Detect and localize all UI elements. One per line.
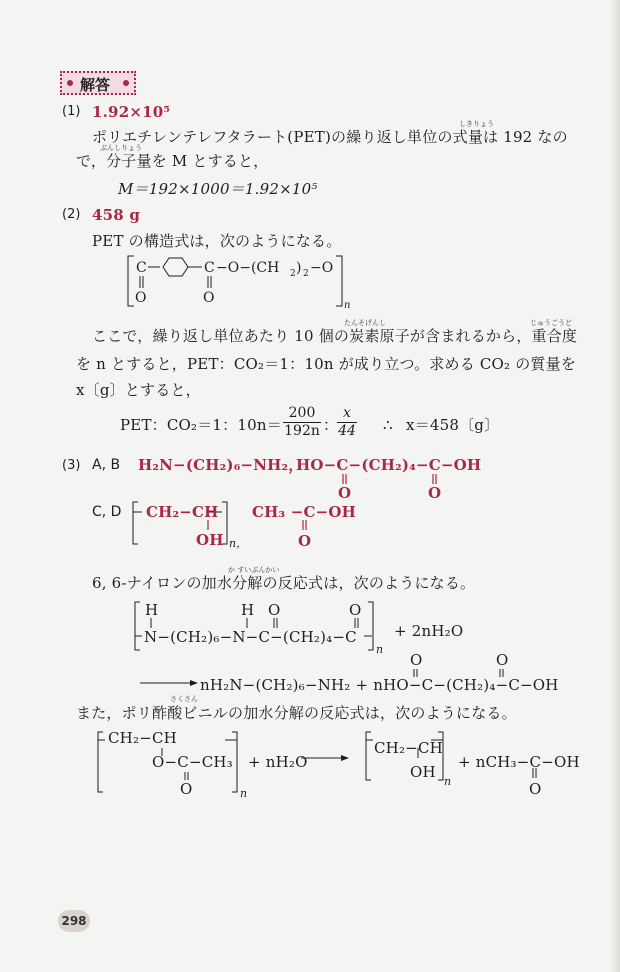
ruby-kasuibunkai: か すいぶんかい: [228, 566, 280, 574]
nylon-chain: N−(CH₂)₆−N−C−(CH₂)₄−C: [144, 628, 357, 646]
answer-c-polyvinyl-alcohol: CH₂−CH: [146, 503, 219, 521]
carbonyl-o-3: O: [298, 532, 312, 550]
svg-text:n: n: [344, 300, 351, 310]
product-o-2: O: [496, 651, 509, 669]
q2-text-line2: ここで，繰り返し単位あたり 10 個の炭素原子が含まれるから，重合度: [92, 327, 578, 345]
pvoh-backbone: CH₂−CH: [374, 739, 443, 757]
ratio-colon: ：: [323, 416, 339, 434]
pvoh-n: n: [444, 775, 452, 788]
q1-number: (1): [62, 104, 81, 119]
product-o-1: O: [410, 651, 423, 669]
q1-answer: 1.92×10⁵: [92, 103, 171, 121]
badge-dot-right: [123, 80, 129, 86]
ruby-jugodo: じゅうごうど: [530, 319, 572, 327]
page-edge-shadow: [610, 0, 620, 972]
nylon-o-2: O: [349, 601, 362, 619]
answer-badge: [60, 71, 136, 95]
q3-ab-label: A, B: [92, 457, 121, 473]
svg-text:−O: −O: [310, 260, 334, 276]
fraction-200-over-192n: [283, 405, 321, 440]
svg-text:−O−(CH: −O−(CH: [216, 260, 280, 276]
pvac-carbonyl-o: O: [180, 780, 193, 798]
q2-text-line1: PET の構造式は，次のようになる。: [92, 232, 342, 250]
acetic-acid-product: + nCH₃−C−OH: [458, 753, 580, 771]
q2-number: (2): [62, 207, 81, 222]
ruby-sakusan: さくさん: [170, 695, 198, 703]
q3-cd-label: C, D: [92, 504, 122, 520]
pet-structural-formula: [120, 250, 360, 310]
nylon-plus-water: + 2nH₂O: [394, 622, 464, 640]
fraction1-numerator: 200: [288, 405, 316, 421]
svg-text:2: 2: [290, 269, 296, 279]
ruby-bunshiryou: ぶんしりょう: [100, 144, 142, 152]
pvoh-oh: OH: [410, 763, 436, 781]
pvac-backbone: CH₂−CH: [108, 729, 177, 747]
svg-text:O: O: [135, 290, 147, 306]
answer-d-acetic-acid: CH₃ −C−OH: [252, 503, 357, 521]
q3-text-nylon: 6, 6-ナイロンの加水分解の反応式は，次のようになる。: [92, 574, 476, 592]
svg-text:O: O: [203, 290, 215, 306]
answer-b-adipic-acid: HO−C−(CH₂)₄−C−OH: [296, 456, 482, 474]
q2-ratio-equation: PET：CO₂＝1：10n＝: [120, 416, 282, 434]
q2-answer: 458 g: [92, 206, 141, 224]
pvac-plus-water: + nH₂O: [248, 753, 308, 771]
q1-equation: M＝192×1000＝1.92×10⁵: [118, 180, 318, 198]
svg-text:C: C: [136, 260, 147, 276]
q3-number: (3): [62, 458, 81, 473]
nylon-h-2: H: [241, 601, 255, 619]
therefore-symbol: ∴: [383, 416, 393, 434]
svg-text:2: 2: [303, 269, 309, 279]
svg-text:C: C: [204, 260, 215, 276]
badge-dot-left: [67, 80, 73, 86]
q3-text-pvac: また，ポリ酢酸ビニルの加水分解の反応式は，次のようになる。: [76, 704, 517, 722]
carbonyl-o-2: O: [428, 484, 442, 502]
ruby-shikiryou: しきりょう: [459, 120, 494, 128]
pvac-n: n: [240, 787, 248, 800]
q2-result: x＝458〔g〕: [406, 416, 500, 434]
ruby-tansogenshi: たんそげんし: [344, 319, 386, 327]
pva-n-subscript: n，: [229, 537, 248, 550]
fraction-x-over-44: [337, 405, 357, 440]
q1-text-line2: で，分子量を M とすると，: [76, 152, 269, 170]
fraction2-numerator: x: [343, 405, 351, 421]
fraction2-denominator: 44: [338, 423, 356, 439]
acetic-acid-carbonyl-o: O: [529, 780, 542, 798]
q2-text-line4: x〔g〕とすると，: [76, 381, 201, 399]
nylon-o-1: O: [268, 601, 281, 619]
svg-text:): ): [296, 260, 302, 276]
nylon-n: n: [376, 643, 384, 656]
answer-a-hexamethylenediamine: H₂N−(CH₂)₆−NH₂，: [138, 456, 304, 474]
badge-label: 解答: [80, 76, 111, 94]
page-number: 298: [58, 910, 90, 932]
q2-text-line3: を n とすると，PET：CO₂＝1：10n が成り立つ。求める CO₂ の質量を: [76, 355, 577, 373]
nylon-h-1: H: [145, 601, 159, 619]
nylon-hydrolysis-products: nH₂N−(CH₂)₆−NH₂ + nHO−C−(CH₂)₄−C−OH: [200, 676, 559, 694]
q1-text-line1: ポリエチレンテレフタラート(PET)の繰り返し単位の式量は 192 なの: [92, 128, 568, 146]
pva-oh: OH: [196, 531, 224, 549]
fraction1-denominator: 192n: [284, 423, 320, 439]
pvac-ester-group: O−C−CH₃: [152, 753, 233, 771]
carbonyl-o-1: O: [338, 484, 352, 502]
